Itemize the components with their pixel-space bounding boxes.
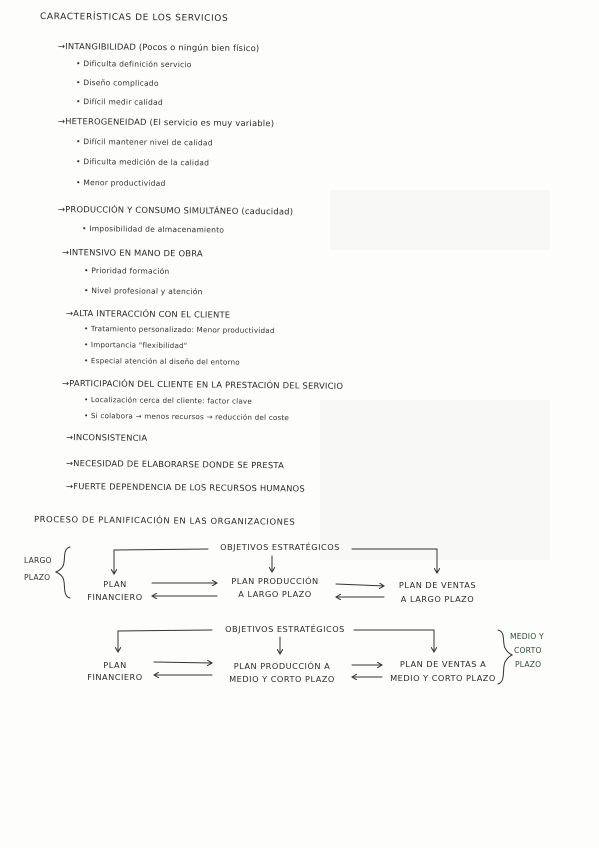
long-term-plan-financial-1: PLAN — [103, 579, 127, 589]
sub-item: • Si colabora → menos recursos → reducción del coste — [83, 411, 290, 423]
prod-to-sales-arrow — [336, 584, 384, 586]
long-term-objectives: OBJETIVOS ESTRATÉGICOS — [220, 542, 340, 552]
sub-item: • Localización cerca del cliente: factor clave — [83, 395, 253, 406]
characteristic-simultaneous: →PRODUCCIÓN Y CONSUMO SIMULTÁNEO (caducidad) — [57, 204, 294, 217]
characteristic-human-resources: →FUERTE DEPENDENCIA DE LOS RECURSOS HUMANOS — [65, 481, 305, 494]
sub-item: • Tratamiento personalizado: Menor productividad — [83, 324, 275, 335]
sub-item: • Dificulta definición servicio — [75, 59, 192, 70]
characteristic-labor-intensive: →INTENSIVO EN MANO DE OBRA — [61, 247, 203, 259]
sub-item: • Dificulta medición de la calidad — [75, 157, 210, 168]
mid-objectives-right-line — [354, 630, 434, 652]
mid-term-brace — [498, 630, 512, 684]
characteristic-inconsistency: →INCONSISTENCIA — [65, 432, 148, 443]
sub-item: • Prioridad formación — [83, 266, 170, 276]
mid-term-objectives: OBJETIVOS ESTRATÉGICOS — [225, 624, 345, 634]
mid-term-label-2: CORTO — [514, 646, 542, 655]
long-term-label-1: LARGO — [24, 556, 52, 565]
characteristic-on-site: →NECESIDAD DE ELABORARSE DONDE SE PRESTA — [65, 458, 285, 471]
long-term-plan-financial-2: FINANCIERO — [87, 592, 143, 602]
long-term-plan-production-2: A LARGO PLAZO — [238, 589, 312, 599]
mid-term-label-1: MEDIO Y — [510, 632, 544, 641]
sub-item: • Menor productividad — [75, 178, 166, 188]
notes-title: CARACTERÍSTICAS DE LOS SERVICIOS — [39, 12, 229, 24]
mid-term-plan-financial-2: FINANCIERO — [87, 672, 143, 682]
sub-item: • Importancia "flexibilidad" — [83, 340, 188, 351]
mid-term-plan-financial-1: PLAN — [103, 660, 127, 670]
objectives-left-line — [114, 549, 208, 574]
sub-item: • Nivel profesional y atención — [83, 286, 203, 297]
long-term-label-2: PLAZO — [24, 573, 51, 582]
sub-item: • Difícil medir calidad — [75, 97, 163, 107]
mid-term-plan-sales-1: PLAN DE VENTAS A — [399, 659, 487, 669]
mid-objectives-left-line — [118, 630, 212, 652]
sub-item: • Imposibilidad de almacenamiento — [81, 224, 225, 235]
planning-title: PROCESO DE PLANIFICACIÓN EN LAS ORGANIZACIONES — [33, 514, 296, 527]
objectives-right-line — [352, 549, 437, 573]
long-term-plan-sales-2: A LARGO PLAZO — [400, 594, 475, 604]
characteristic-participation: →PARTICIPACIÓN DEL CLIENTE EN LA PRESTACIÓN DEL SERVICIO — [61, 378, 344, 391]
sub-item: • Especial atención al diseño del entorno — [83, 356, 240, 367]
mid-term-plan-production-2: MEDIO Y CORTO PLAZO — [229, 674, 335, 684]
mid-term-plan-production-1: PLAN PRODUCCIÓN A — [233, 661, 331, 671]
sub-item: • Difícil mantener nivel de calidad — [75, 137, 213, 148]
characteristic-heterogeneity: →HETEROGENEIDAD (El servicio es muy variable) — [57, 116, 275, 129]
mid-term-label-3: PLAZO — [515, 660, 542, 669]
long-term-brace — [56, 547, 70, 598]
long-term-plan-production-1: PLAN PRODUCCIÓN — [231, 576, 319, 586]
characteristic-intangibility: →INTANGIBILIDAD (Pocos o ningún bien físico) — [57, 41, 260, 54]
sub-item: • Diseño complicado — [75, 78, 159, 88]
characteristic-interaction: →ALTA INTERACCIÓN CON EL CLIENTE — [65, 308, 231, 320]
mid-fin-to-prod-arrow — [154, 662, 212, 663]
mid-term-plan-sales-2: MEDIO Y CORTO PLAZO — [390, 673, 496, 683]
long-term-plan-sales-1: PLAN DE VENTAS — [398, 580, 477, 590]
